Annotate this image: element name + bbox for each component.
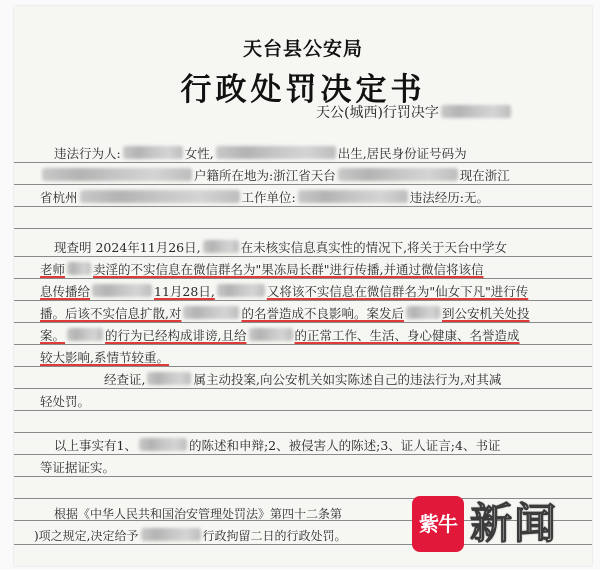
evidence-text: 的陈述和申辩;2、被侵害人的陈述;3、证人证言;4、书证	[188, 438, 501, 453]
investigation-text: 经查证,	[104, 372, 146, 387]
evidence-text: 以上事实有1、	[54, 438, 137, 453]
evidence-line-2	[40, 460, 115, 476]
redacted-block	[139, 438, 187, 451]
evidence-line-1	[54, 438, 500, 454]
facts-line-4	[40, 306, 530, 322]
redacted-block	[123, 146, 183, 159]
ruled-line	[14, 410, 592, 411]
party-line-2	[40, 168, 510, 184]
ruled-line	[14, 300, 592, 301]
facts-text: 案。	[40, 328, 66, 343]
party-gender: 女性,	[184, 146, 214, 161]
party-city: 省杭州	[40, 190, 78, 205]
redacted-block	[298, 190, 408, 203]
facts-line-3	[40, 284, 528, 300]
ruled-line	[14, 476, 592, 477]
ruled-line	[14, 366, 592, 367]
redacted-block	[249, 328, 293, 341]
redacted-block	[406, 306, 440, 319]
redacted-block	[42, 168, 192, 181]
facts-text: 又将该不实信息在微信群名为"仙女下凡"进行传	[266, 284, 529, 299]
facts-text: 的正常工作、生活、身心健康、名誉造成	[294, 328, 520, 343]
facts-text: 的名誉造成不良影响。案发后	[241, 306, 404, 321]
party-domicile: 户籍所在地为:浙江省天台	[194, 168, 336, 183]
facts-text: 播。后该不实信息扩散,对	[40, 306, 182, 321]
ruled-line	[14, 322, 592, 323]
facts-line-6	[40, 350, 169, 366]
party-record: 违法经历:无。	[409, 190, 489, 205]
facts-line-2	[40, 262, 484, 278]
investigation-text: 属主动投案,向公安机关如实陈述自己的违法行为,对其减	[193, 372, 502, 387]
agency-name: 天台县公安局	[242, 38, 363, 60]
redacted-block	[441, 105, 511, 118]
redacted-block	[203, 240, 239, 253]
redacted-block	[183, 306, 239, 319]
news-watermark-text: 新闻	[470, 499, 559, 548]
redacted-block	[67, 262, 91, 275]
document-title: 行政处罚决定书	[180, 72, 426, 108]
ruled-line	[14, 344, 592, 345]
investigation-line-1	[104, 372, 501, 388]
investigation-line-2	[40, 394, 90, 410]
party-residence: 现在浙江	[459, 168, 510, 183]
decision-text: )项之规定,决定给予	[34, 529, 139, 543]
ruled-line	[14, 256, 592, 257]
ruled-line	[14, 432, 592, 433]
ruled-line	[14, 162, 592, 163]
facts-text: 现查明 2024年11月26日,	[54, 240, 201, 255]
facts-text: 较大影响,系情节较重。	[40, 350, 169, 365]
facts-text: 在未核实信息真实性的情况下,将关于天台中学女	[240, 240, 508, 255]
ruled-line	[14, 278, 592, 279]
decision-text: 根据《中华人民共和国治安管理处罚法》第四十二条第	[54, 507, 343, 521]
facts-line-1	[54, 240, 507, 256]
redacted-block	[80, 190, 240, 203]
party-line-3	[40, 190, 489, 206]
party-birth: 出生,居民身份证号码为	[337, 146, 467, 161]
news-watermark	[412, 494, 592, 558]
investigation-text: 轻处罚。	[40, 394, 91, 409]
redacted-block	[141, 528, 201, 541]
redacted-block	[67, 328, 103, 341]
news-logo-icon: 紫牛	[412, 496, 464, 552]
party-label: 违法行为人:	[54, 146, 121, 161]
party-employer: 工作单位:	[241, 190, 296, 205]
decision-text: 行政拘留二日的行政处罚。	[202, 529, 347, 543]
document-number-text: 天公(城西)行罚决字	[316, 105, 439, 121]
facts-text: 老师	[40, 262, 66, 277]
party-line-1	[54, 146, 467, 162]
ruled-line	[14, 206, 592, 207]
facts-text: 11月28日,	[154, 284, 215, 299]
redacted-block	[217, 284, 265, 297]
decision-line-1	[54, 506, 342, 522]
decision-document	[14, 6, 592, 566]
facts-text: 息传播给	[40, 284, 91, 299]
redacted-block	[216, 146, 336, 159]
decision-line-2	[34, 528, 347, 544]
facts-line-5	[40, 328, 520, 344]
ruled-line	[14, 388, 592, 389]
redacted-block	[92, 284, 152, 297]
ruled-line	[14, 454, 592, 455]
document-number	[316, 102, 513, 122]
facts-text: 的行为已经构成诽谤,且给	[105, 328, 247, 343]
facts-text: 到公安机关处投	[442, 306, 530, 321]
redacted-block	[147, 372, 191, 385]
ruled-line	[14, 184, 592, 185]
ruled-line	[14, 228, 592, 229]
evidence-text: 等证据证实。	[40, 460, 116, 475]
redacted-block	[338, 168, 458, 181]
facts-text: 卖淫的不实信息在微信群名为"果冻局长群"进行传播,并通过微信将该信	[93, 262, 484, 277]
